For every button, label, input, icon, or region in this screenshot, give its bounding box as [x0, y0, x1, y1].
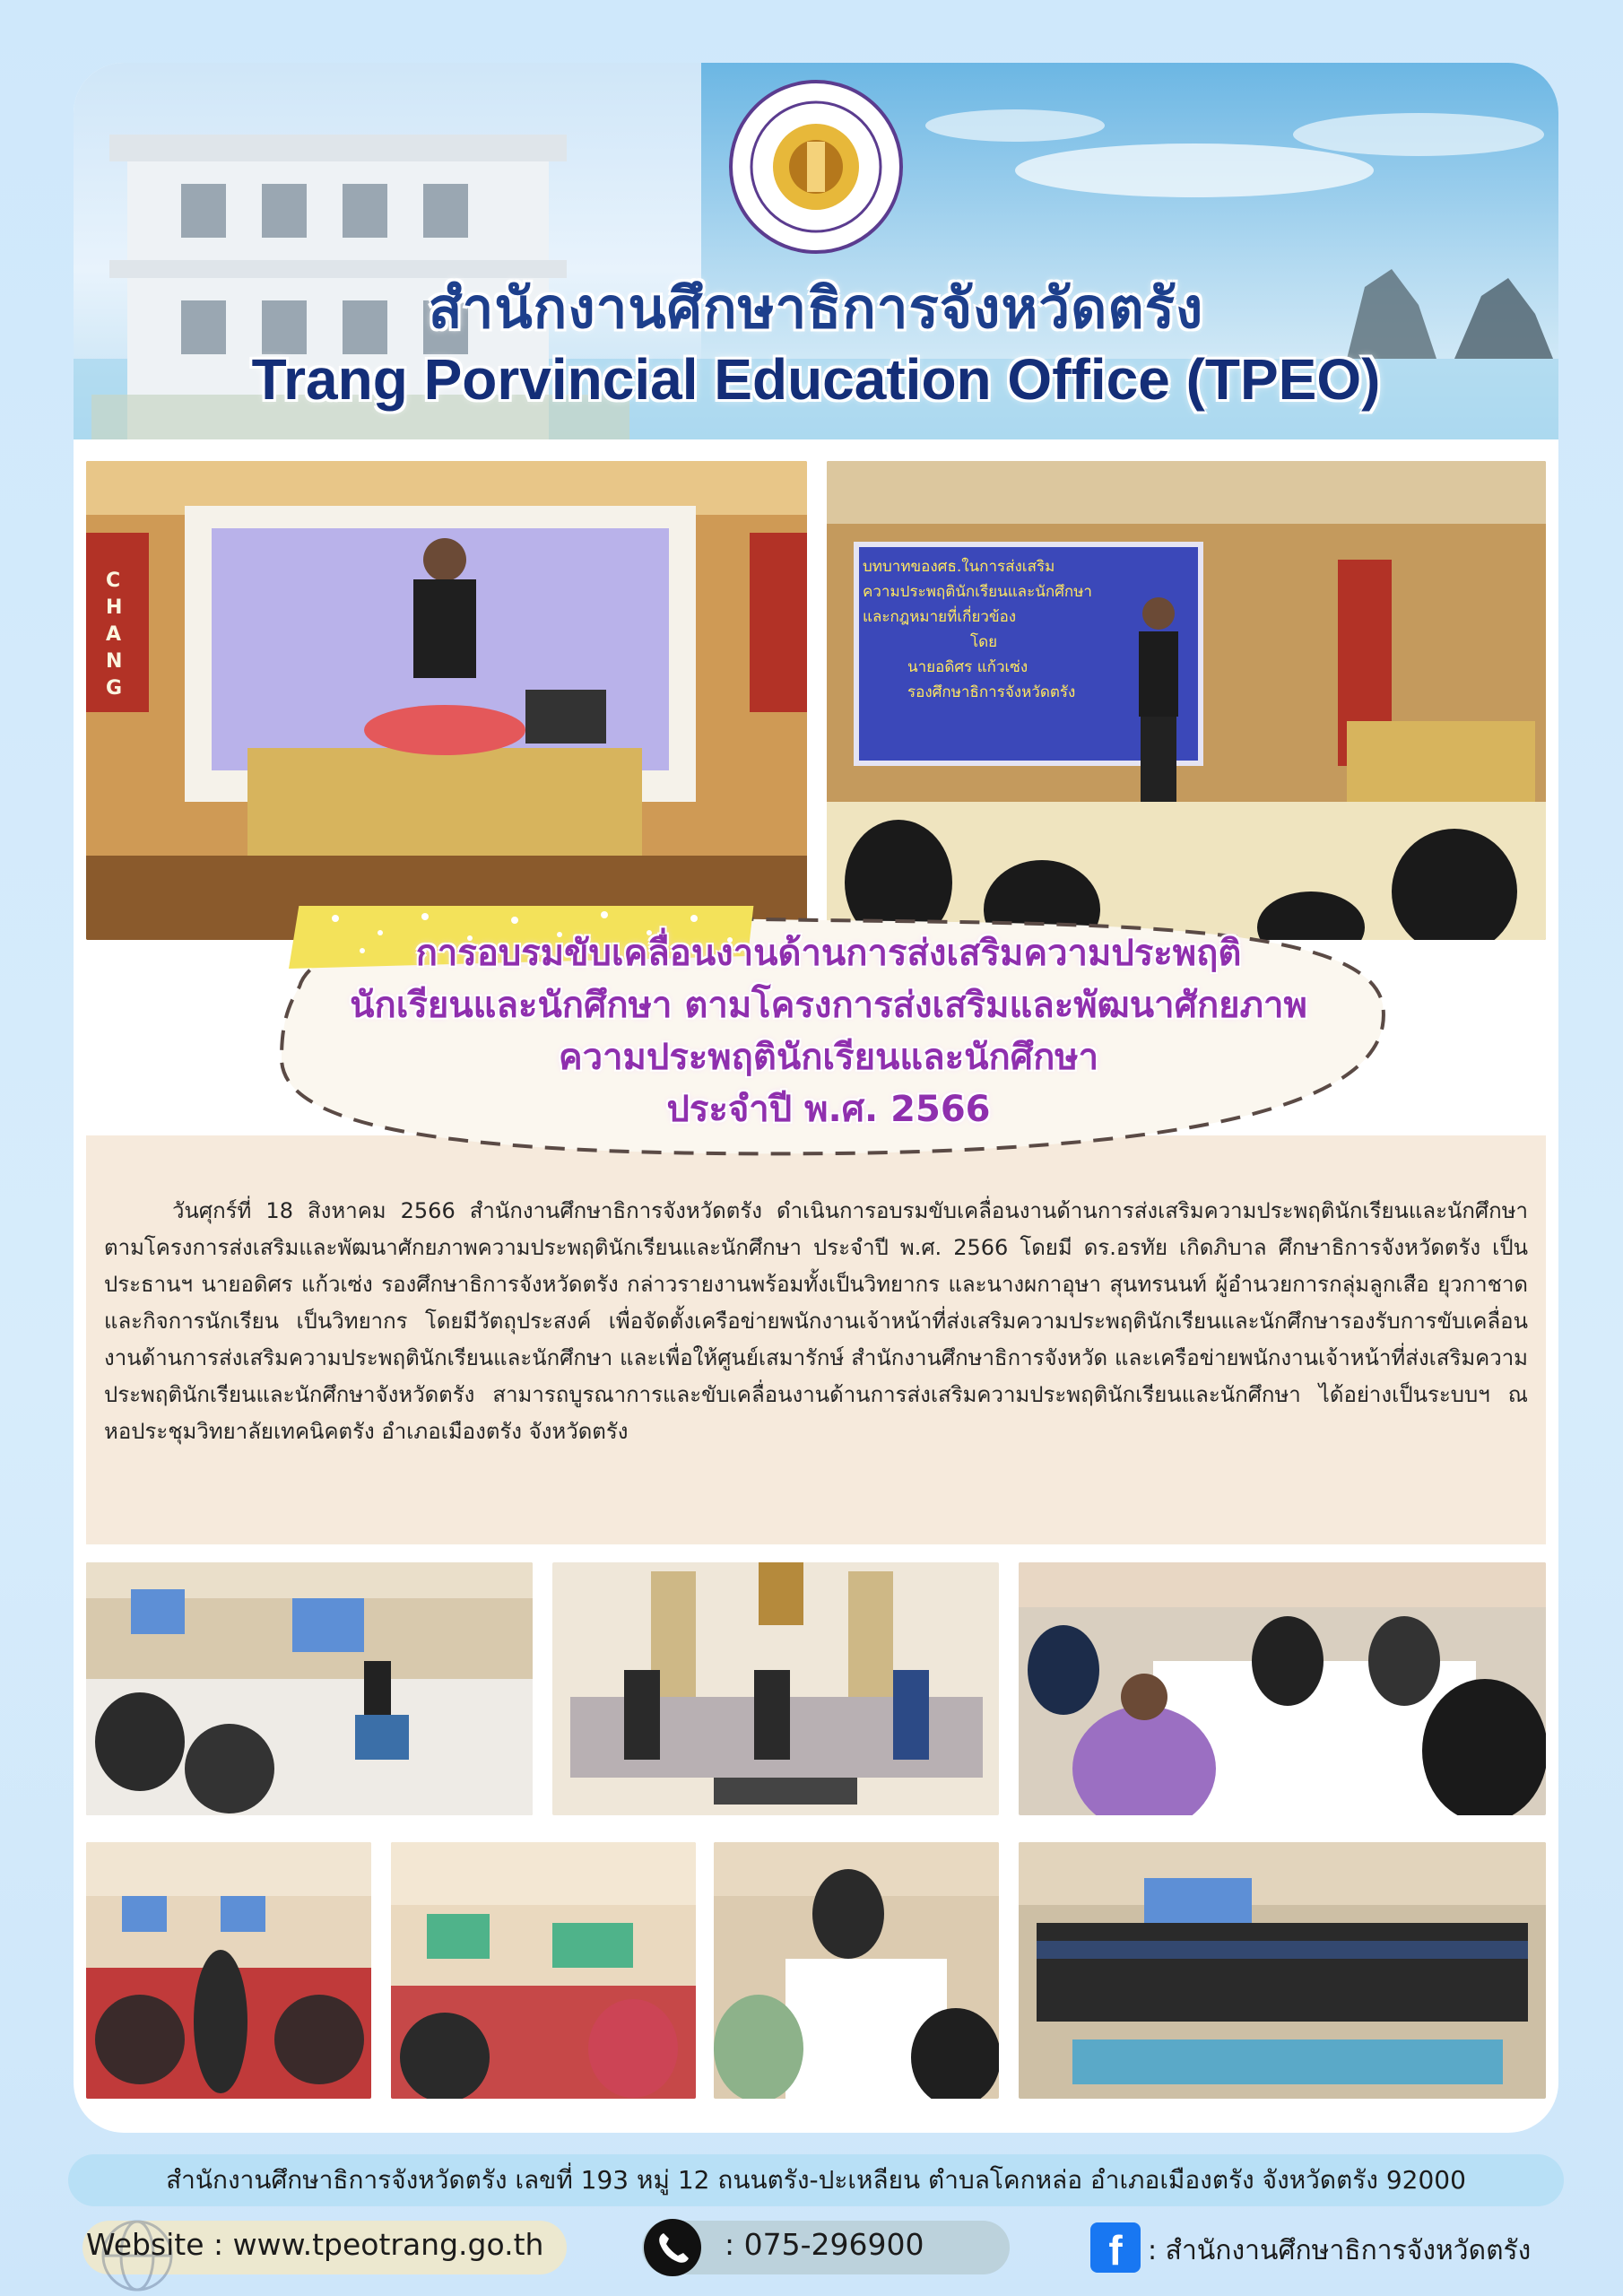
photo-group-portrait	[1019, 1842, 1546, 2099]
website-link[interactable]: Website : www.tpeotrang.go.th	[86, 2227, 544, 2262]
banner-letter: C	[106, 570, 121, 592]
header	[74, 63, 1558, 439]
photo-speaker-podium	[86, 461, 807, 940]
page-card	[74, 63, 1558, 2133]
slide-line: ความประพฤตินักเรียนและนักศึกษา	[863, 583, 1092, 601]
photo-presenter-slide	[827, 461, 1546, 940]
body-paragraph: วันศุกร์ที่ 18 สิงหาคม 2566 สำนักงานศึกษาธิการจังหวัดตรัง ดำเนินการอบรมขับเคลื่อนงานด้านการส่งเสริมความประพฤตินักเรียนและนักศึกษา ตามโครงการส่งเสริมและพัฒนาศักยภาพความประพฤตินักเรียนและนักศึกษา ประจำปี พ.ศ. 2566 โดยมี ดร.อรทัย เกิดภิบาล ศึกษาธิการจังหวัดตรัง เป็นประธานฯ นายอดิศร แก้วเซ่ง รองศึกษาธิการจังหวัดตรัง กล่าวรายงานพร้อมทั้งเป็นวิทยากร และนางผกาอุษา สุนทรนนท์ ผู้อำนวยการกลุ่มลูกเสือ ยุวกาชาดและกิจการนักเรียน เป็นวิทยากร โดยมีวัตถุประสงค์ เพื่อจัดตั้งเครือข่ายพนักงานเจ้าหน้าที่ส่งเสริมความประพฤตินักเรียนและนักศึกษารองรับการขับเคลื่อนงานด้านการส่งเสริมความประพฤตินักเรียนและนักศึกษา และเพื่อให้ศูนย์เสมารักษ์ สำนักงานศึกษาธิการจังหวัด และเครือข่ายพนักงานเจ้าหน้าที่ส่งเสริมความประพฤตินักเรียนและนักศึกษาจังหวัดตรัง สามารถบูรณาการและขับเคลื่อนงานด้านการส่งเสริมความประพฤตินักเรียนและนักศึกษา ได้อย่างเป็นระบบฯ ณ หอประชุมวิทยาลัยเทคนิคตรัง อำเภอเมืองตรัง จังหวัดตรัง	[104, 1198, 1528, 1444]
banner-letter: N	[106, 650, 123, 673]
photo-hall-audience-2	[391, 1842, 696, 2099]
slide-line: โดย	[970, 633, 998, 651]
facebook-icon[interactable]: f	[1090, 2222, 1141, 2273]
photo-hall-audience-1	[86, 1842, 371, 2099]
banner-title-text	[299, 927, 1358, 1135]
title-banner	[264, 906, 1393, 1161]
banner-line: ความประพฤตินักเรียนและนักศึกษา	[558, 1037, 1099, 1078]
header-title-thai: สำนักงานศึกษาธิการจังหวัดตรัง	[428, 275, 1204, 341]
slide-line: บทบาทของศธ.ในการส่งเสริม	[863, 558, 1055, 576]
photo-meeting-hall	[86, 1562, 533, 1815]
banner-line: นักเรียนและนักศึกษา ตามโครงการส่งเสริมและพัฒนาศักยภาพ	[350, 985, 1307, 1026]
banner-line: การอบรมขับเคลื่อนงานด้านการส่งเสริมความประพฤติ	[415, 933, 1242, 974]
banner-letter: G	[106, 677, 123, 700]
header-title-english: Trang Porvincial Education Office (TPEO)	[251, 347, 1381, 412]
photo-participants-table	[1019, 1562, 1546, 1815]
address-bar	[68, 2154, 1564, 2206]
banner-letter: H	[106, 596, 123, 619]
photo-group-discussion	[714, 1842, 999, 2099]
banner-line: ประจำปี พ.ศ. 2566	[666, 1089, 991, 1130]
banner-letter: A	[106, 623, 122, 646]
photo-officials-sofa	[552, 1562, 999, 1815]
slide-line: รองศึกษาธิการจังหวัดตรัง	[907, 683, 1076, 701]
phone-number[interactable]: : 075-296900	[725, 2227, 924, 2262]
facebook-page-name[interactable]: : สำนักงานศึกษาธิการจังหวัดตรัง	[1148, 2235, 1532, 2266]
tpeo-logo	[728, 79, 904, 255]
slide-line: นายอดิศร แก้วเซ่ง	[907, 658, 1028, 676]
body-text-box	[86, 1135, 1546, 1544]
slide-line: และกฎหมายที่เกี่ยวข้อง	[863, 608, 1017, 626]
phone-icon	[644, 2219, 701, 2276]
address-text: สำนักงานศึกษาธิการจังหวัดตรัง เลขที่ 193 หมู่ 12 ถนนตรัง-ปะเหลียน ตำบลโคกหล่อ อำเภอเมืองตรัง จังหวัดตรัง 92000	[166, 2165, 1466, 2195]
slide-text	[863, 554, 1185, 705]
